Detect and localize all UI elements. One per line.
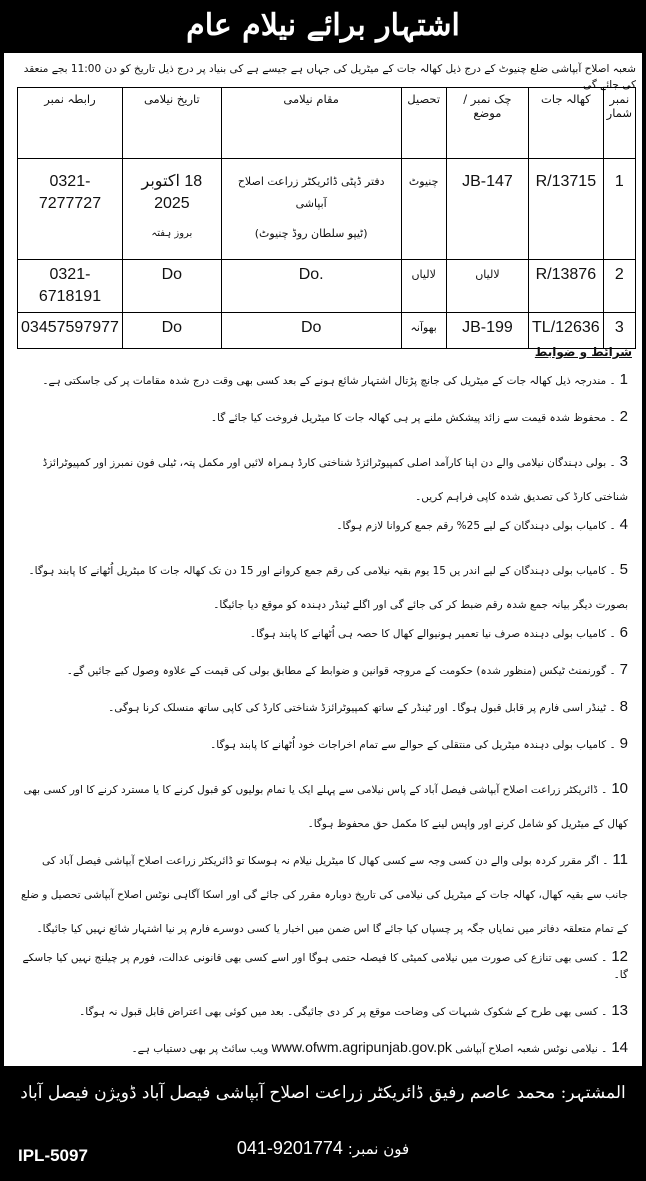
auction-table (17, 87, 636, 349)
cell-date (122, 159, 221, 260)
date-line2: بروز ہفتہ (151, 228, 193, 239)
terms-heading: شرائط و ضوابط (534, 345, 632, 359)
place-line1: دفتر ڈپٹی ڈائریکٹر زراعت اصلاح آبپاشی (237, 175, 385, 210)
phone-label: فون نمبر: (347, 1140, 410, 1158)
footer-banner (0, 1068, 646, 1181)
term-item: 2۔ محفوظ شدہ قیمت سے زائد پیشکش ملنے پر ہی کھالہ جات کا میٹریل فروخت کیا جائے گا۔ (210, 408, 628, 425)
terms-list (18, 371, 628, 1076)
cell-contact: 0321-6718191 (18, 260, 123, 313)
header-serial: نمبر شمار (603, 88, 635, 159)
header-tehsil: تحصیل (401, 88, 446, 159)
term-item: 13۔ کسی بھی طرح کے شکوک شبہات کی وضاحت موقع پر کر دی جائیگی۔ بعد میں کوئی بھی اعتراض قابل قبول نہ ہوگا۔ (79, 1002, 628, 1019)
term-item: 11۔ اگر مقرر کردہ بولی والے دن کسی وجہ سے کسی کھال کا میٹریل نیلام نہ ہوسکا تو ڈائریکٹر زراعت اصلاح آبپاشی فیصل آباد کی جانب سے بقیہ کھال، کھالہ جات کے میٹریل کی نیلامی کی تاریخ دوبارہ مقرر کی جائے گی اور اسکا آگاہی نوٹس اصلاح آبپاشی تحصیل و ضلع کے تمام متعلقہ دفاتر میں نمایاں جگہ پر چسپاں کیا جائے گا اس ضمن میں اخبار یا کسی دوسرے فارم پر نیا اشتہار شائع نہیں کیا جائیگا۔ (20, 851, 628, 935)
table-header-row (18, 88, 636, 159)
cell-date: Do (122, 313, 221, 349)
term-item: 5۔ کامیاب بولی دہندگان کے لیے اندر یں 15 یوم بقیہ نیلامی کی رقم جمع کروانے اور 15 دن تک کھالہ جات کا میٹریل اُٹھانے کا پابند ہوگا۔ بصورت دیگر بیانہ جمع شدہ رقم ضبط کر کی جائے گی اور اگلے ٹینڈر دہندہ کو موقع دیا جائیگا۔ (28, 561, 628, 611)
term-item: 3۔ بولی دہندگان نیلامی والے دن اپنا کارآمد اصلی کمپیوٹرائزڈ شناختی کارڈ ہمراہ لائیں اور مکمل پتہ، ٹیلی فون نمبرز اور کمپیوٹرائزڈ شناختی کارڈ کی تصدیق شدہ کاپی فراہم کریں۔ (42, 453, 628, 503)
cell-place: .Do (221, 260, 401, 313)
cell-date: Do (122, 260, 221, 313)
date-line1: 18 اکتوبر 2025 (141, 173, 203, 212)
cell-tehsil: بھوآنہ (401, 313, 446, 349)
term-item: 1۔ مندرجہ ذیل کھالہ جات کے میٹریل کی جانچ پڑتال اشتہار شائع ہونے کے بعد کسی بھی وقت درج شدہ مقامات پر کی جاسکتی ہے۔ (42, 371, 628, 388)
phone-number: 041-9201774 (236, 1138, 343, 1158)
term-item: 4۔ کامیاب بولی دہندگان کے لیے 25% رقم جمع کروانا لازم ہوگا۔ (336, 516, 628, 533)
ad-body (3, 52, 643, 1067)
cell-khal: 13876/R (529, 260, 604, 313)
place-line2: (ٹیپو سلطان روڈ چنیوٹ) (254, 227, 368, 240)
header-date: تاریخ نیلامی (122, 88, 221, 159)
cell-place: Do (221, 313, 401, 349)
term-item: 6۔ کامیاب بولی دہندہ صرف نیا تعمیر ہونیوالے کھال کا حصہ ہی اُٹھانے کا پابند ہوگا۔ (249, 624, 628, 641)
cell-tehsil: لالیاں (401, 260, 446, 313)
cell-chak: لالیاں (446, 260, 528, 313)
website-link[interactable]: www.ofwm.agripunjab.gov.pk (271, 1039, 452, 1055)
phone-row (0, 1138, 646, 1159)
header-chak: چک نمبر / موضع (446, 88, 528, 159)
table-row (18, 260, 636, 313)
cell-chak: 147-JB (446, 159, 528, 260)
cell-contact: 03457597977 (18, 313, 123, 349)
ad-title-banner (0, 0, 646, 52)
header-khal: کھالہ جات (529, 88, 604, 159)
term-item: 8۔ ٹینڈر اسی فارم پر قابل قبول ہوگا۔ اور ٹینڈر کے ساتھ کمپیوٹرائزڈ شناختی کارڈ کی کاپی ساتھ منسلک کرنا ہوگی۔ (108, 698, 628, 715)
ipl-code: IPL-5097 (18, 1146, 88, 1165)
cell-contact: 0321-7277727 (18, 159, 123, 260)
table-row (18, 313, 636, 349)
advertiser-name: المشتہر: محمد عاصم رفیق ڈائریکٹر زراعت اصلاح آبپاشی فیصل آباد ڈویژن فیصل آباد (20, 1083, 626, 1103)
table-row (18, 159, 636, 260)
cell-serial: 3 (603, 313, 635, 349)
intro-text: شعبہ اصلاح آبپاشی ضلع چنیوٹ کے درج ذیل کھالہ جات کے میٹریل کی جہاں ہے جیسے ہے کی بنیاد پر درج ذیل تاریخ کو دن 11:00 بجے منعقد کی جائے گی۔ (23, 63, 636, 91)
header-contact: رابطہ نمبر (18, 88, 123, 159)
term-item: 14۔ نیلامی نوٹس شعبہ اصلاح آبپاشی www.ofwm.agripunjab.gov.pk ویب سائٹ پر بھی دستیاب ہے۔ (131, 1039, 628, 1056)
term-item: 12۔ کسی بھی تنازع کی صورت میں نیلامی کمیٹی کا فیصلہ حتمی ہوگا اور اسے کسی بھی قانونی عدالت، فورم پر چیلنج نہیں کیا جاسکے گا۔ (22, 948, 628, 981)
ad-title: اشتہار برائے نیلام عام (186, 8, 460, 43)
cell-chak: 199-JB (446, 313, 528, 349)
cell-serial: 2 (603, 260, 635, 313)
cell-khal: 13715/R (529, 159, 604, 260)
header-place: مقام نیلامی (221, 88, 401, 159)
term-item: 9۔ کامیاب بولی دہندہ میٹریل کی منتقلی کے حوالے سے تمام اخراجات خود اُٹھانے کا پابند ہوگا۔ (210, 735, 628, 752)
cell-serial: 1 (603, 159, 635, 260)
cell-khal: 12636/TL (529, 313, 604, 349)
cell-tehsil: چنیوٹ (401, 159, 446, 260)
term-item: 10۔ ڈائریکٹر زراعت اصلاح آبپاشی فیصل آباد کے پاس نیلامی سے پہلے ایک یا تمام بولیوں کو قبول کرنے کا یا مسترد کرنے کا اور کسی بھی کھال کے میٹریل کو شامل کرنے اور واپس لینے کا مکمل حق محفوظ ہوگا۔ (23, 780, 628, 830)
term-item: 7۔ گورنمنٹ ٹیکس (منظور شدہ) حکومت کے مروجہ قوانین و ضوابط کے مطابق بولی کی قیمت کے علاوہ وصول کیے جائیں گے۔ (66, 661, 628, 678)
cell-place (221, 159, 401, 260)
